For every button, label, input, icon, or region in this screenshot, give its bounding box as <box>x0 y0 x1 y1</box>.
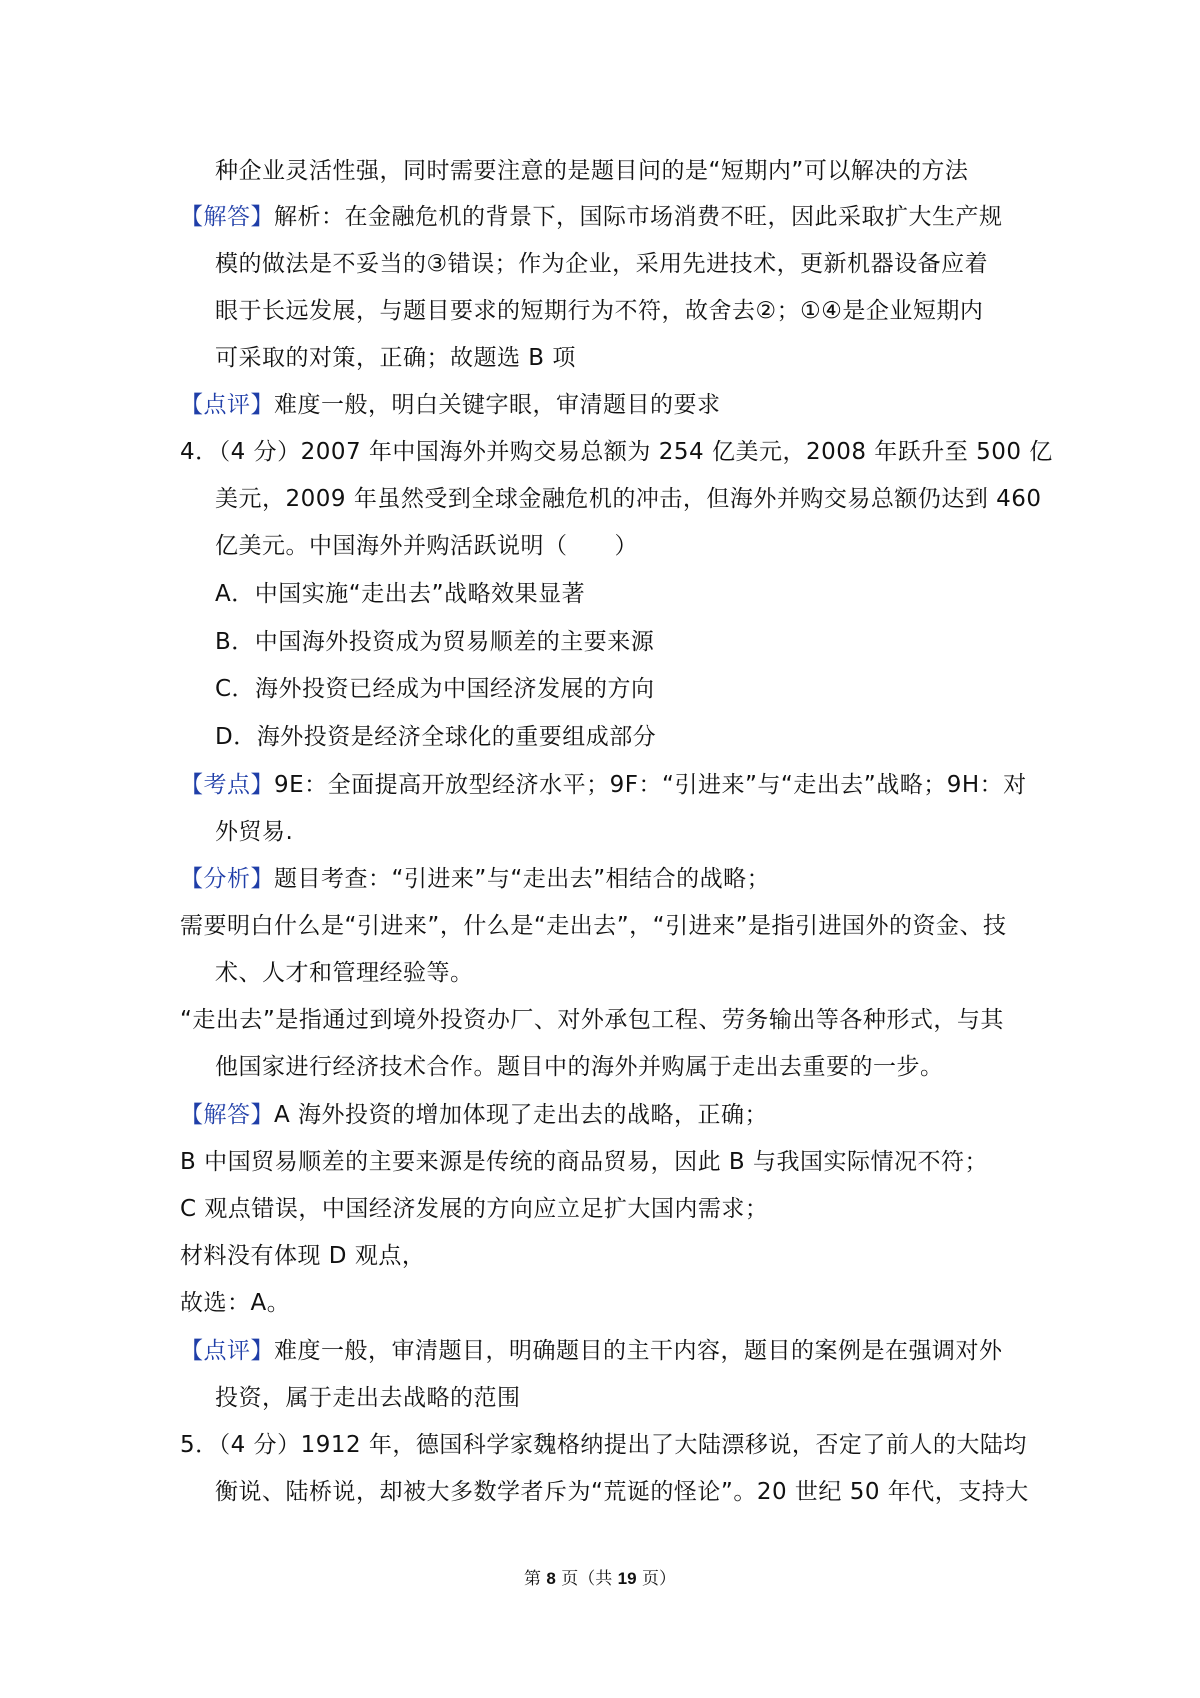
text-line: 故选：A。 <box>180 1290 291 1316</box>
section-tag: 【考点】 <box>180 772 274 798</box>
text-line: 【点评】难度一般，明白关键字眼，审清题目的要求 <box>180 392 721 418</box>
text-line: 眼于长远发展，与题目要求的短期行为不符，故舍去②；①④是企业短期内 <box>215 298 984 324</box>
section-tag: 【点评】 <box>180 1338 274 1364</box>
text-line: 5．（4 分）1912 年，德国科学家魏格纳提出了大陆漂移说，否定了前人的大陆均 <box>180 1432 1027 1458</box>
text-line: 外贸易. <box>215 819 294 845</box>
page-total: 19 <box>617 1569 637 1588</box>
section-tag: 【解答】 <box>180 204 274 230</box>
text-line: C 观点错误，中国经济发展的方向应立足扩大国内需求； <box>180 1196 769 1222</box>
text-line: “走出去”是指通过到境外投资办厂、对外承包工程、劳务输出等各种形式，与其 <box>180 1007 1004 1033</box>
text-line: 亿美元。中国海外并购活跃说明（ ） <box>215 533 638 559</box>
page-footer: 第 8 页（共 19 页） <box>523 1569 676 1589</box>
text-line: 4．（4 分）2007 年中国海外并购交易总额为 254 亿美元，2008 年跃升至 500 亿 <box>180 439 1053 465</box>
text-line: 【考点】9E：全面提高开放型经济水平；9F：“引进来”与“走出去”战略；9H：对 <box>180 772 1027 798</box>
page-number: 8 <box>546 1569 556 1588</box>
text-line: 他国家进行经济技术合作。题目中的海外并购属于走出去重要的一步。 <box>215 1054 944 1080</box>
text-line: B 中国贸易顺差的主要来源是传统的商品贸易，因此 B 与我国实际情况不符； <box>180 1149 988 1175</box>
text-line: 模的做法是不妥当的③错误；作为企业，采用先进技术，更新机器设备应着 <box>215 251 989 277</box>
text-line: 美元，2009 年虽然受到全球金融危机的冲击，但海外并购交易总额仍达到 460 <box>215 486 1042 512</box>
text-line: 材料没有体现 D 观点， <box>180 1243 426 1269</box>
section-tag: 【分析】 <box>180 866 274 892</box>
option-b: B．中国海外投资成为贸易顺差的主要来源 <box>215 629 655 655</box>
text-line: 种企业灵活性强，同时需要注意的是题目问的是“短期内”可以解决的方法 <box>215 158 969 184</box>
text-line: 可采取的对策，正确；故题选 B 项 <box>215 345 576 371</box>
text-line: 需要明白什么是“引进来”，什么是“走出去”，“引进来”是指引进国外的资金、技 <box>180 913 1007 939</box>
text-line: 投资，属于走出去战略的范围 <box>215 1385 521 1411</box>
text-line: 衡说、陆桥说，却被大多数学者斥为“荒诞的怪论”。20 世纪 50 年代，支持大 <box>215 1479 1029 1505</box>
option-c: C．海外投资已经成为中国经济发展的方向 <box>215 676 655 702</box>
section-tag: 【点评】 <box>180 392 274 418</box>
text-line: 【解答】解析：在金融危机的背景下，国际市场消费不旺，因此采取扩大生产规 <box>180 204 1003 230</box>
option-d: D．海外投资是经济全球化的重要组成部分 <box>215 724 657 750</box>
text-line: 【分析】题目考查：“引进来”与“走出去”相结合的战略； <box>180 866 771 892</box>
text-line: 术、人才和管理经验等。 <box>215 960 474 986</box>
text-line: 【解答】A 海外投资的增加体现了走出去的战略，正确； <box>180 1102 769 1128</box>
section-tag: 【解答】 <box>180 1102 274 1128</box>
text-line: 【点评】难度一般，审清题目，明确题目的主干内容，题目的案例是在强调对外 <box>180 1338 1003 1364</box>
option-a: A．中国实施“走出去”战略效果显著 <box>215 581 586 607</box>
